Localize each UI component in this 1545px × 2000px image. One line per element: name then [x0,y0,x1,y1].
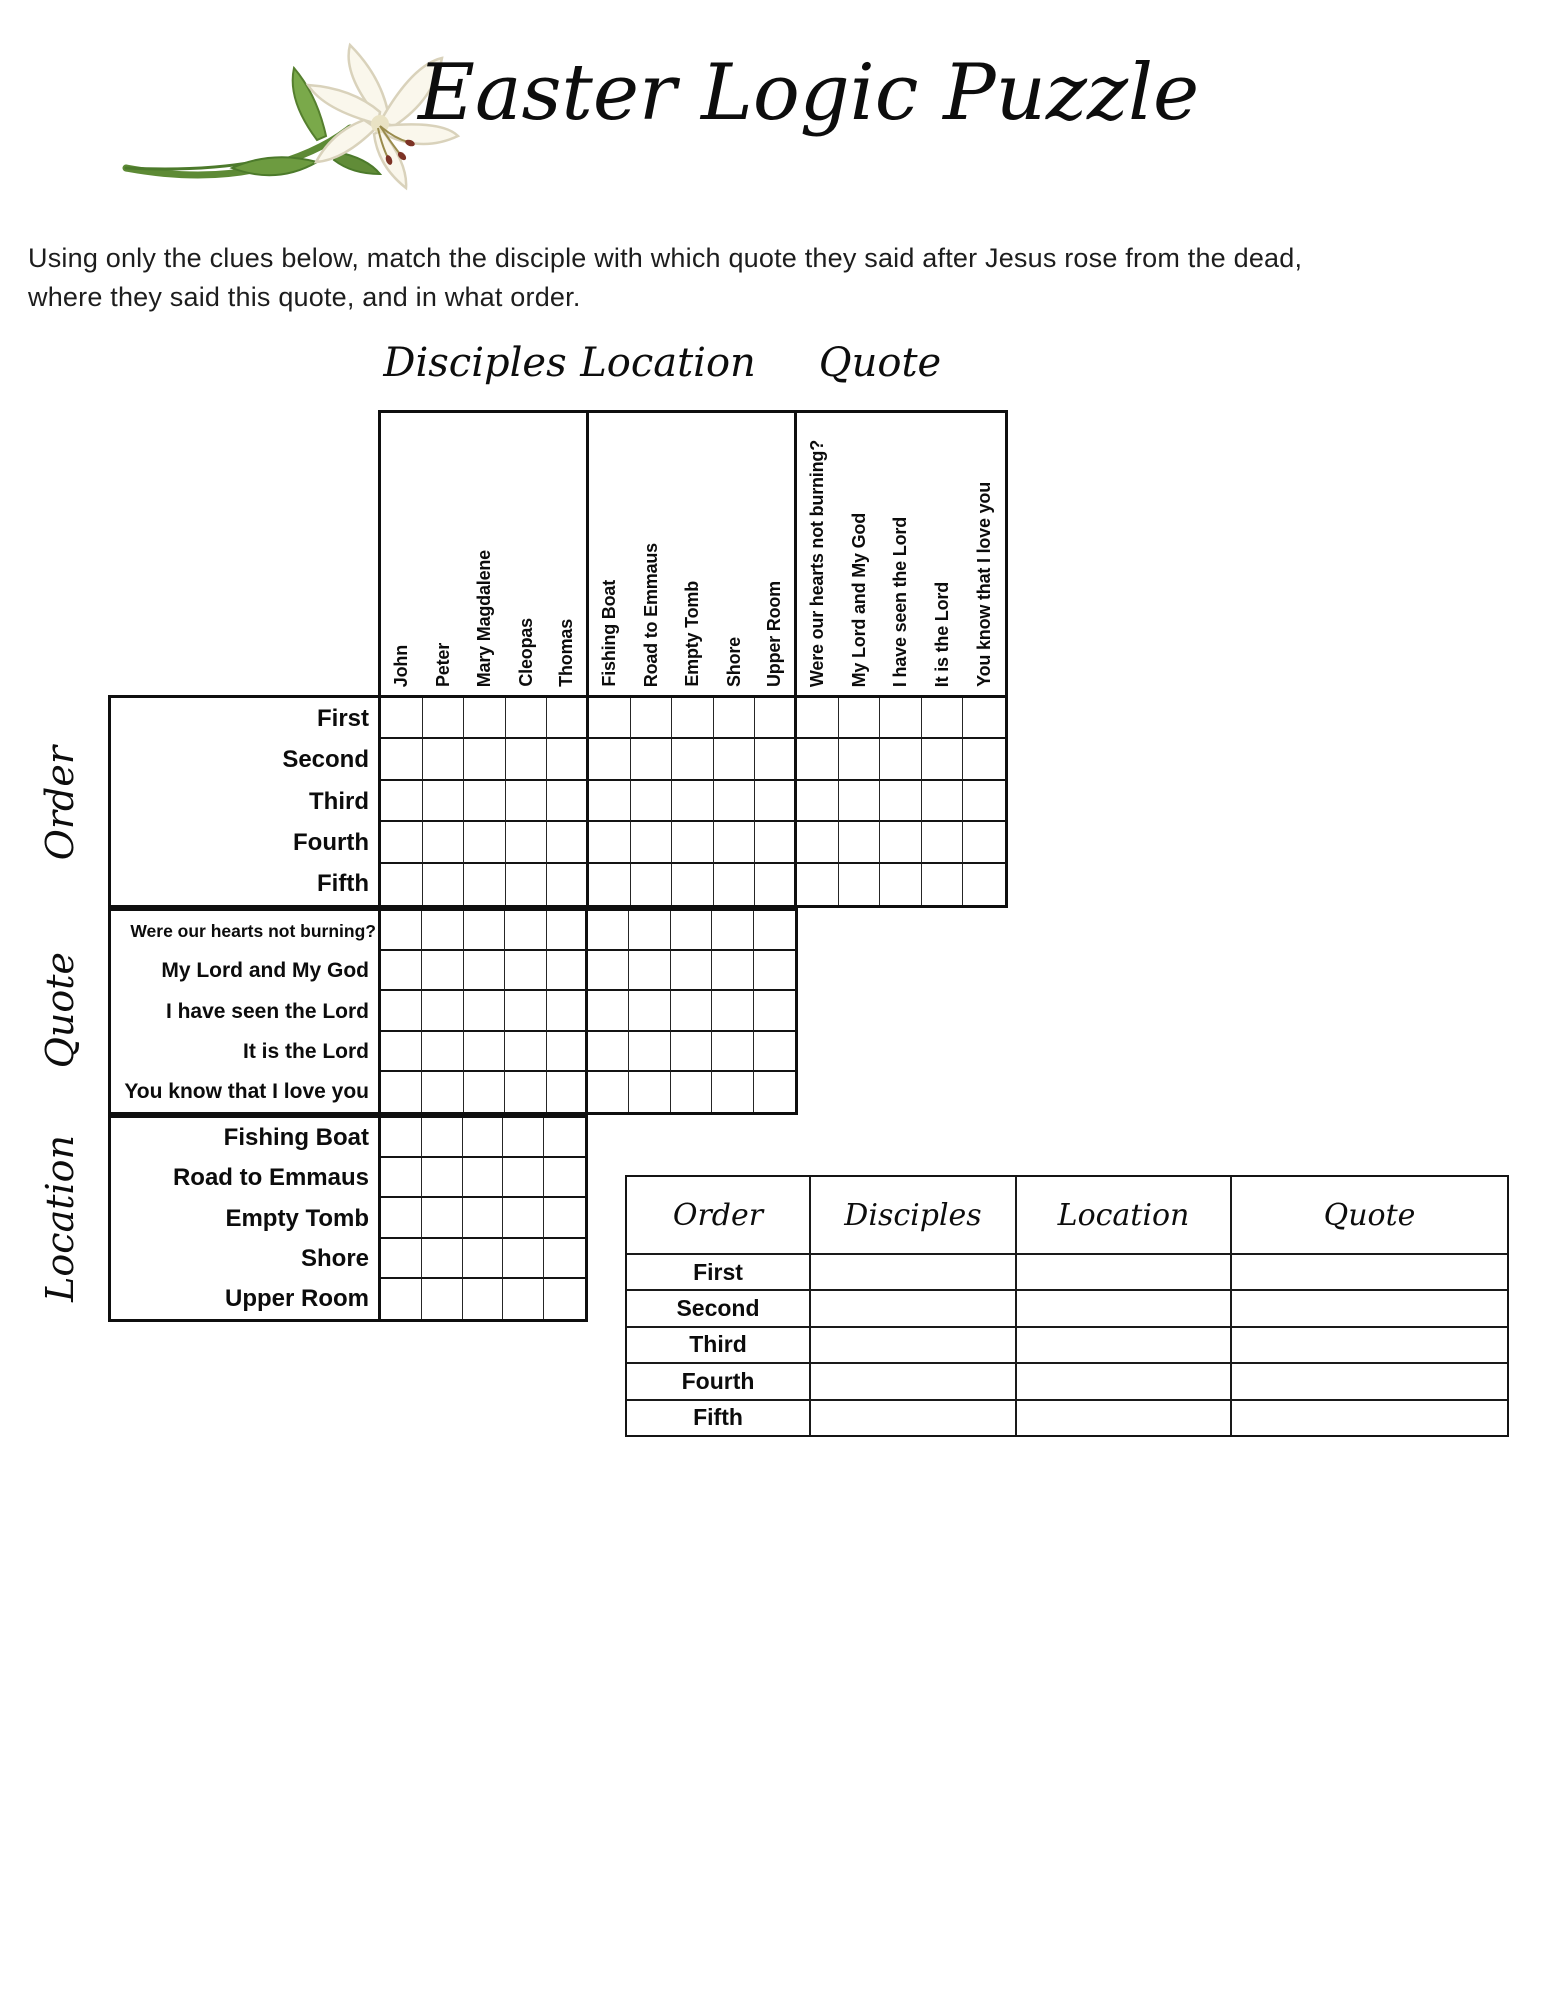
grid-cell[interactable] [588,911,629,951]
answer-cell[interactable] [809,1399,1015,1435]
grid-cell[interactable] [503,1118,544,1158]
grid-cell[interactable] [463,1118,504,1158]
grid-cell[interactable] [381,911,422,951]
grid-cell[interactable] [631,864,673,905]
col-header-label: Mary Magdalene [474,549,495,687]
location-row-labels [108,1115,378,1322]
grid-cell[interactable] [797,822,839,863]
col-header-location [755,413,797,695]
answer-header-order: Order [672,1197,764,1233]
grid-cell[interactable] [589,698,631,739]
grid-cell[interactable] [506,698,548,739]
grid-cell[interactable] [381,1198,422,1238]
row-label-order: Fifth [317,870,369,898]
grid-cell[interactable] [754,951,795,991]
grid-cell[interactable] [963,739,1005,780]
answer-header-disciples: Disciples [809,1177,1015,1253]
grid-cell[interactable] [922,698,964,739]
grid-cell[interactable] [712,911,753,951]
grid-cell[interactable] [963,781,1005,822]
grid-cell[interactable] [422,1118,463,1158]
col-header-disciple [506,413,548,695]
grid-cell[interactable] [754,911,795,951]
grid-cell[interactable] [712,1072,753,1112]
col-header-label: Upper Room [764,580,785,687]
col-header-label: Road to Emmaus [640,542,661,687]
grid-cell[interactable] [672,739,714,780]
grid-cell[interactable] [588,991,629,1031]
grid-cell[interactable] [547,991,588,1031]
grid-cell[interactable] [839,739,881,780]
grid-cell[interactable] [922,781,964,822]
grid-cell[interactable] [381,1032,422,1072]
col-header-location [672,413,714,695]
col-header-disciple [381,413,423,695]
answer-cell[interactable] [1015,1326,1230,1362]
grid-cell[interactable] [381,991,422,1031]
row-label-order: Fourth [293,828,369,856]
col-header-label: John [391,644,412,687]
grid-cell[interactable] [464,864,506,905]
grid-cell[interactable] [712,1032,753,1072]
col-header-label: You know that I love you [973,482,994,687]
grid-cell[interactable] [547,864,589,905]
grid-cell[interactable] [839,822,881,863]
col-header-label: Shore [724,636,745,687]
grid-cell[interactable] [547,781,589,822]
grid-cell[interactable] [423,864,465,905]
grid-cell[interactable] [547,1032,588,1072]
answer-table [625,1175,1509,1437]
grid-cell[interactable] [839,864,881,905]
answer-cell[interactable] [1230,1289,1507,1325]
grid-cell[interactable] [503,1198,544,1238]
col-header-quote [963,413,1005,695]
grid-cell[interactable] [797,864,839,905]
grid-cell[interactable] [631,739,673,780]
col-header-label: It is the Lord [932,581,953,687]
grid-cell[interactable] [755,864,797,905]
row-label-location: Empty Tomb [225,1204,369,1232]
answer-cell[interactable] [1230,1326,1507,1362]
grid-cell[interactable] [544,1158,585,1198]
answer-row-label: First [627,1253,809,1289]
grid-cell[interactable] [544,1118,585,1158]
answer-cell[interactable] [809,1289,1015,1325]
row-label-quote: Were our hearts not burning? [130,920,376,941]
col-header-location [714,413,756,695]
grid-cell[interactable] [629,991,670,1031]
grid-cell[interactable] [381,1239,422,1279]
row-label-quote: I have seen the Lord [165,999,369,1023]
answer-row-label: Third [627,1326,809,1362]
grid-cell[interactable] [714,781,756,822]
grid-cell[interactable] [754,991,795,1031]
grid-cell[interactable] [671,951,712,991]
grid-cell[interactable] [423,698,465,739]
row-label-order: Second [282,746,369,774]
row-label-quote: You know that I love you [124,1079,369,1103]
answer-cell[interactable] [1230,1399,1507,1435]
grid-cell[interactable] [422,1279,463,1319]
col-header-label: Cleopas [516,618,537,687]
grid-cell[interactable] [381,698,423,739]
side-label-location: Location [38,1134,82,1302]
grid-cell[interactable] [714,822,756,863]
grid-cell[interactable] [629,1032,670,1072]
grid-cell[interactable] [547,698,589,739]
grid-cell[interactable] [629,951,670,991]
grid-cell[interactable] [423,781,465,822]
grid-cell[interactable] [544,1279,585,1319]
answer-cell[interactable] [809,1326,1015,1362]
grid-cell[interactable] [922,864,964,905]
grid-cell[interactable] [671,1032,712,1072]
grid-cell[interactable] [839,698,881,739]
column-header-strip [378,410,1008,695]
grid-cell[interactable] [631,781,673,822]
col-header-disciple [547,413,589,695]
grid-cell[interactable] [880,822,922,863]
grid-cell[interactable] [464,822,506,863]
answer-header-quote: Quote [1230,1177,1507,1253]
grid-cell[interactable] [671,1072,712,1112]
grid-cell[interactable] [381,1118,422,1158]
logic-grid-location-section [378,1115,588,1322]
col-header-label: Fishing Boat [599,580,620,687]
grid-cell[interactable] [672,822,714,863]
grid-cell[interactable] [464,739,506,780]
grid-cell[interactable] [672,864,714,905]
col-header-disciple [464,413,506,695]
answer-cell[interactable] [809,1362,1015,1398]
grid-cell[interactable] [381,1279,422,1319]
grid-cell[interactable] [672,781,714,822]
grid-cell[interactable] [381,781,423,822]
grid-cell[interactable] [671,911,712,951]
grid-cell[interactable] [754,1032,795,1072]
row-label-quote: My Lord and My God [161,959,369,983]
grid-cell[interactable] [589,864,631,905]
col-header-location [631,413,673,695]
row-label-location: Road to Emmaus [172,1164,369,1192]
group-header-location: Location [580,340,756,386]
group-header-quote: Quote [818,340,942,386]
grid-cell[interactable] [588,1072,629,1112]
grid-cell[interactable] [588,1032,629,1072]
grid-cell[interactable] [505,1072,546,1112]
quote-row-labels [108,908,378,1115]
row-label-order: First [316,704,369,732]
grid-cell[interactable] [629,1072,670,1112]
answer-cell[interactable] [1015,1362,1230,1398]
row-label-quote: It is the Lord [243,1039,369,1063]
grid-cell[interactable] [589,781,631,822]
grid-cell[interactable] [381,1072,422,1112]
grid-cell[interactable] [381,864,423,905]
grid-cell[interactable] [381,1158,422,1198]
grid-cell[interactable] [506,822,548,863]
group-header-disciples: Disciples [383,340,567,386]
answer-row-label: Second [627,1289,809,1325]
grid-cell[interactable] [754,1072,795,1112]
answer-header-location: Location [1015,1177,1230,1253]
grid-cell[interactable] [423,822,465,863]
grid-cell[interactable] [422,1072,463,1112]
answer-cell[interactable] [1015,1289,1230,1325]
grid-cell[interactable] [463,1239,504,1279]
col-header-label: Thomas [556,619,577,687]
grid-cell[interactable] [506,739,548,780]
col-header-quote [922,413,964,695]
grid-cell[interactable] [422,1158,463,1198]
grid-cell[interactable] [381,951,422,991]
grid-cell[interactable] [423,739,465,780]
grid-cell[interactable] [464,1032,505,1072]
grid-cell[interactable] [463,1279,504,1319]
col-header-label: Peter [432,642,453,687]
grid-cell[interactable] [963,822,1005,863]
order-row-labels [108,695,378,908]
grid-cell[interactable] [963,864,1005,905]
grid-cell[interactable] [712,951,753,991]
grid-cell[interactable] [381,822,423,863]
grid-cell[interactable] [422,911,463,951]
grid-cell[interactable] [422,1032,463,1072]
grid-cell[interactable] [422,1198,463,1238]
grid-cell[interactable] [589,739,631,780]
grid-cell[interactable] [963,698,1005,739]
grid-cell[interactable] [755,739,797,780]
grid-cell[interactable] [505,951,546,991]
grid-cell[interactable] [631,822,673,863]
answer-cell[interactable] [1015,1253,1230,1289]
grid-cell[interactable] [505,911,546,951]
grid-cell[interactable] [544,1239,585,1279]
row-label-order: Third [309,787,369,815]
grid-cell[interactable] [922,822,964,863]
grid-cell[interactable] [422,951,463,991]
grid-cell[interactable] [755,781,797,822]
row-label-location: Shore [300,1244,369,1272]
grid-cell[interactable] [797,781,839,822]
grid-cell[interactable] [506,864,548,905]
grid-cell[interactable] [589,822,631,863]
grid-cell[interactable] [714,739,756,780]
grid-cell[interactable] [839,781,881,822]
grid-cell[interactable] [797,739,839,780]
answer-cell[interactable] [809,1253,1015,1289]
answer-row-label: Fourth [627,1362,809,1398]
page-title: Easter Logic Puzzle [418,48,1200,138]
grid-cell[interactable] [464,951,505,991]
grid-cell[interactable] [631,698,673,739]
grid-cell[interactable] [712,991,753,1031]
col-header-label: My Lord and My God [848,512,869,687]
grid-cell[interactable] [463,1158,504,1198]
logic-grid-quote-section [378,908,798,1115]
answer-cell[interactable] [1230,1362,1507,1398]
col-header-label: I have seen the Lord [890,516,911,687]
grid-cell[interactable] [629,911,670,951]
col-header-quote [797,413,839,695]
col-header-disciple [423,413,465,695]
grid-cell[interactable] [547,739,589,780]
grid-cell[interactable] [464,698,506,739]
grid-cell[interactable] [464,781,506,822]
grid-cell[interactable] [880,698,922,739]
row-label-location: Fishing Boat [223,1124,369,1152]
grid-cell[interactable] [714,864,756,905]
grid-cell[interactable] [922,739,964,780]
instructions-line-2: where they said this quote, and in what order. [28,282,581,312]
grid-cell[interactable] [672,698,714,739]
instructions [28,239,1528,317]
grid-cell[interactable] [503,1239,544,1279]
answer-cell[interactable] [1015,1399,1230,1435]
grid-cell[interactable] [755,698,797,739]
grid-cell[interactable] [503,1279,544,1319]
grid-cell[interactable] [714,698,756,739]
grid-cell[interactable] [671,991,712,1031]
col-header-location [589,413,631,695]
answer-row-label: Fifth [627,1399,809,1435]
grid-cell[interactable] [503,1158,544,1198]
grid-cell[interactable] [544,1198,585,1238]
grid-cell[interactable] [463,1198,504,1238]
grid-cell[interactable] [422,991,463,1031]
grid-cell[interactable] [505,1032,546,1072]
instructions-line-1: Using only the clues below, match the disciple with which quote they said after Jesus rose from the dead, [28,243,1303,273]
grid-cell[interactable] [547,1072,588,1112]
grid-cell[interactable] [880,864,922,905]
logic-grid-order-section [378,695,1008,908]
side-label-order: Order [38,745,82,861]
side-label-quote: Quote [38,951,82,1069]
grid-cell[interactable] [755,822,797,863]
row-label-location: Upper Room [225,1284,369,1312]
grid-cell[interactable] [797,698,839,739]
col-header-label: Were our hearts not burning? [807,439,828,687]
col-header-quote [880,413,922,695]
grid-cell[interactable] [506,781,548,822]
grid-cell[interactable] [547,951,588,991]
answer-cell[interactable] [1230,1253,1507,1289]
grid-cell[interactable] [464,911,505,951]
grid-cell[interactable] [880,781,922,822]
grid-cell[interactable] [547,911,588,951]
grid-cell[interactable] [588,951,629,991]
col-header-label: Empty Tomb [682,581,703,687]
grid-cell[interactable] [464,991,505,1031]
grid-cell[interactable] [547,822,589,863]
grid-cell[interactable] [422,1239,463,1279]
col-header-quote [839,413,881,695]
lily-icon [112,40,462,200]
grid-cell[interactable] [505,991,546,1031]
grid-cell[interactable] [464,1072,505,1112]
grid-cell[interactable] [381,739,423,780]
grid-cell[interactable] [880,739,922,780]
